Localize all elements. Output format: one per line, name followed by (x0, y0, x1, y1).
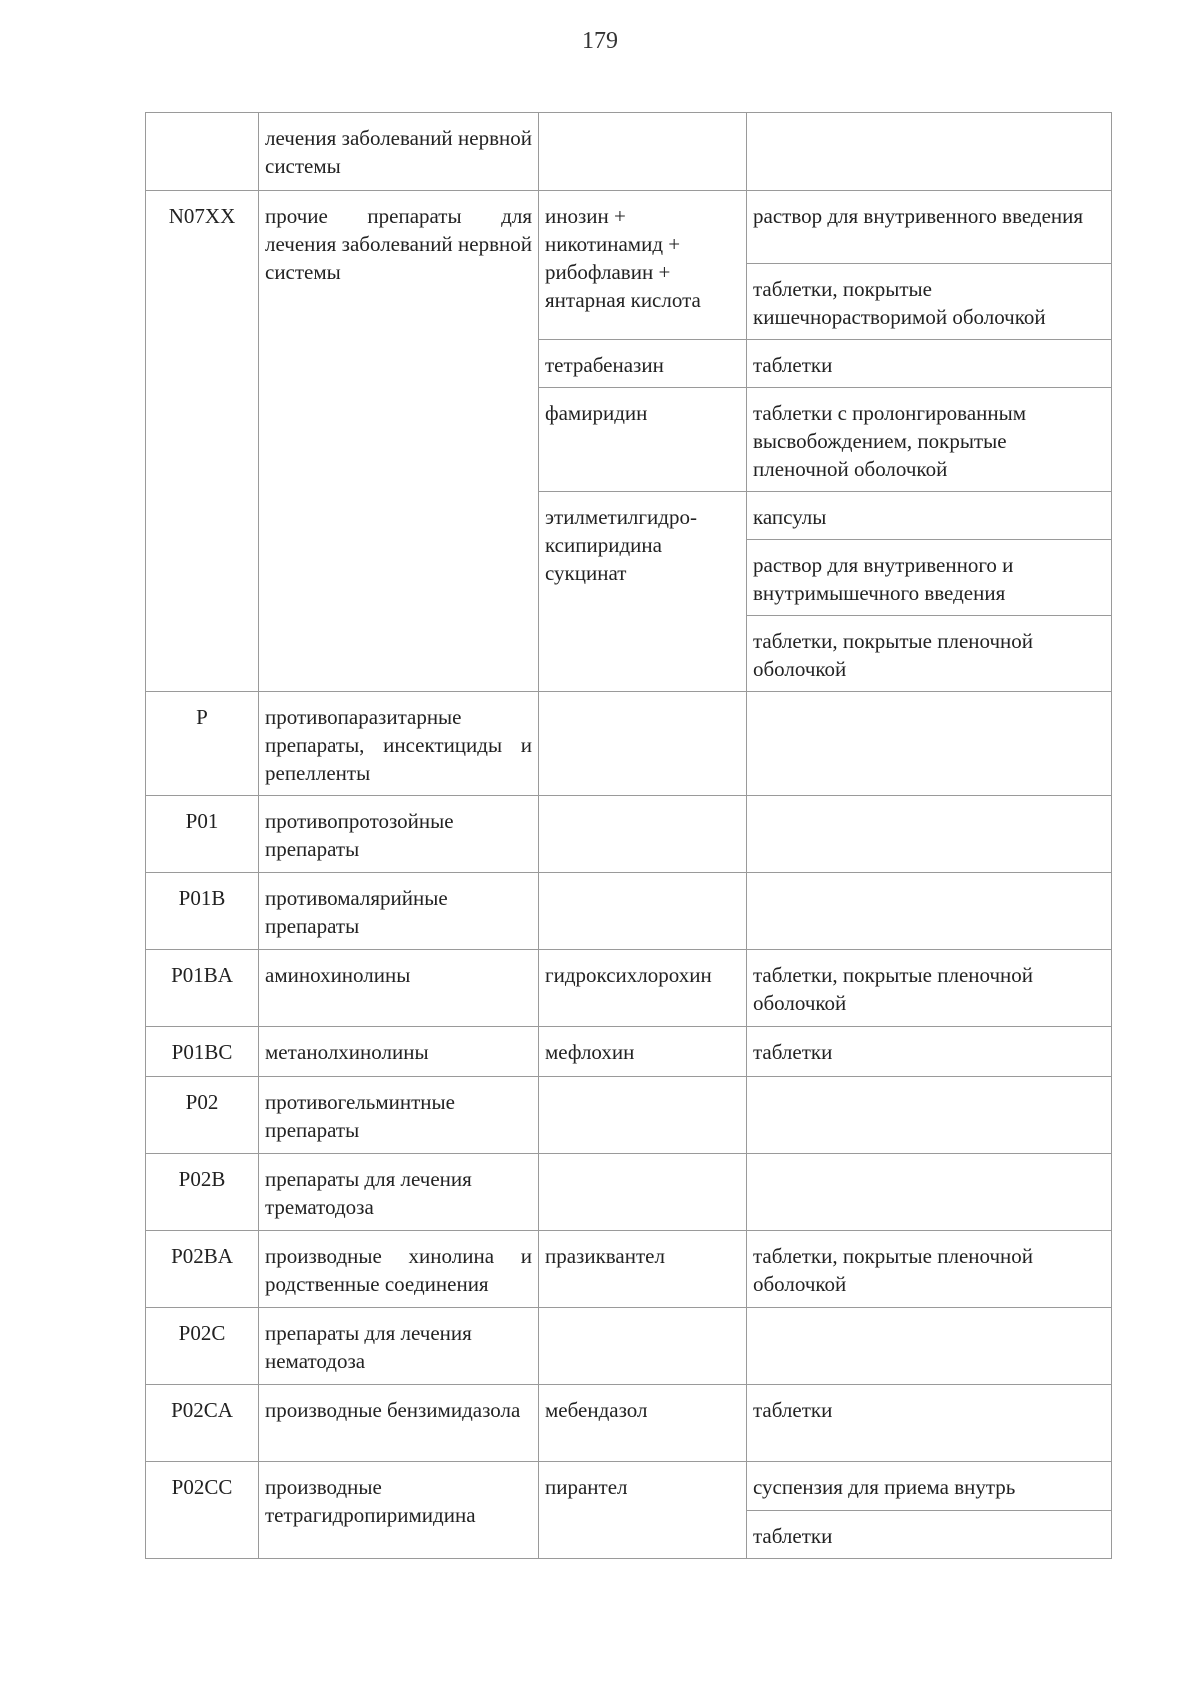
dosage-form (747, 796, 1112, 873)
dosage-form (747, 692, 1112, 796)
dosage-form: таблетки, покрытые кишечнорастворимой оболочкой (747, 264, 1112, 340)
atc-code: P02CC (146, 1462, 259, 1559)
drug-name: гидроксихлорохин (539, 950, 747, 1027)
drug-name (539, 113, 747, 191)
atc-code: P (146, 692, 259, 796)
atc-group: аминохинолины (259, 950, 539, 1027)
dosage-form: таблетки (747, 1027, 1112, 1077)
atc-group: противомалярийные препараты (259, 873, 539, 950)
dosage-form: таблетки, покрытые пленочной оболочкой (747, 1231, 1112, 1308)
drug-name: мебендазол (539, 1385, 747, 1462)
atc-group: противопротозойные препараты (259, 796, 539, 873)
drug-name: празиквантел (539, 1231, 747, 1308)
atc-group: противогельминтные препараты (259, 1077, 539, 1154)
table-row (146, 113, 1112, 191)
atc-group: противопаразитарные препараты, инсектициды и репелленты (259, 692, 539, 796)
dosage-form (747, 1077, 1112, 1154)
table-row (146, 191, 1112, 264)
drug-table (145, 112, 1112, 1559)
table-row (146, 950, 1112, 1027)
dosage-form: таблетки, покрытые пленочной оболочкой (747, 616, 1112, 692)
atc-group: лечения заболеваний нервной системы (259, 113, 539, 191)
drug-name: мефлохин (539, 1027, 747, 1077)
drug-name (539, 796, 747, 873)
atc-group: препараты для лечения трематодоза (259, 1154, 539, 1231)
atc-code: P01B (146, 873, 259, 950)
dosage-form: таблетки (747, 340, 1112, 388)
dosage-form: капсулы (747, 492, 1112, 540)
atc-code: P01 (146, 796, 259, 873)
drug-name: этилметилгидро-ксипиридина сукцинат (539, 492, 747, 692)
dosage-form: таблетки (747, 1511, 1112, 1559)
atc-code: P02 (146, 1077, 259, 1154)
drug-name: фамиридин (539, 388, 747, 492)
atc-code: N07XX (146, 191, 259, 692)
atc-code: P01BC (146, 1027, 259, 1077)
atc-group: производные хинолина и родственные соединения (259, 1231, 539, 1308)
atc-code (146, 113, 259, 191)
table-row (146, 873, 1112, 950)
drug-name (539, 1308, 747, 1385)
table-row (146, 1154, 1112, 1231)
drug-name: инозин + никотинамид + рибофлавин + янтарная кислота (539, 191, 747, 340)
dosage-form (747, 113, 1112, 191)
table-row (146, 1077, 1112, 1154)
table-row (146, 1027, 1112, 1077)
atc-code: P02CA (146, 1385, 259, 1462)
table-row (146, 1231, 1112, 1308)
dosage-form: раствор для внутривенного введения (747, 191, 1112, 264)
drug-name: пирантел (539, 1462, 747, 1559)
atc-code: P02C (146, 1308, 259, 1385)
dosage-form: суспензия для приема внутрь (747, 1462, 1112, 1511)
dosage-form: таблетки (747, 1385, 1112, 1462)
atc-group: препараты для лечения нематодоза (259, 1308, 539, 1385)
table-row (146, 796, 1112, 873)
dosage-form: таблетки с пролонгированным высвобождением, покрытые пленочной оболочкой (747, 388, 1112, 492)
dosage-form: таблетки, покрытые пленочной оболочкой (747, 950, 1112, 1027)
drug-name (539, 873, 747, 950)
atc-group: прочие препараты для лечения заболеваний нервной системы (259, 191, 539, 692)
table-row (146, 1385, 1112, 1462)
dosage-form (747, 873, 1112, 950)
drug-name (539, 1077, 747, 1154)
drug-name (539, 1154, 747, 1231)
table-row (146, 1462, 1112, 1511)
dosage-form (747, 1308, 1112, 1385)
dosage-form: раствор для внутривенного и внутримышечного введения (747, 540, 1112, 616)
table-row (146, 1308, 1112, 1385)
atc-group: метанолхинолины (259, 1027, 539, 1077)
page-number: 179 (582, 28, 618, 54)
atc-code: P01BA (146, 950, 259, 1027)
table-row (146, 692, 1112, 796)
atc-group: производные бензимидазола (259, 1385, 539, 1462)
drug-name: тетрабеназин (539, 340, 747, 388)
dosage-form (747, 1154, 1112, 1231)
atc-group: производные тетрагидропиримидина (259, 1462, 539, 1559)
atc-code: P02BA (146, 1231, 259, 1308)
atc-code: P02B (146, 1154, 259, 1231)
drug-name (539, 692, 747, 796)
